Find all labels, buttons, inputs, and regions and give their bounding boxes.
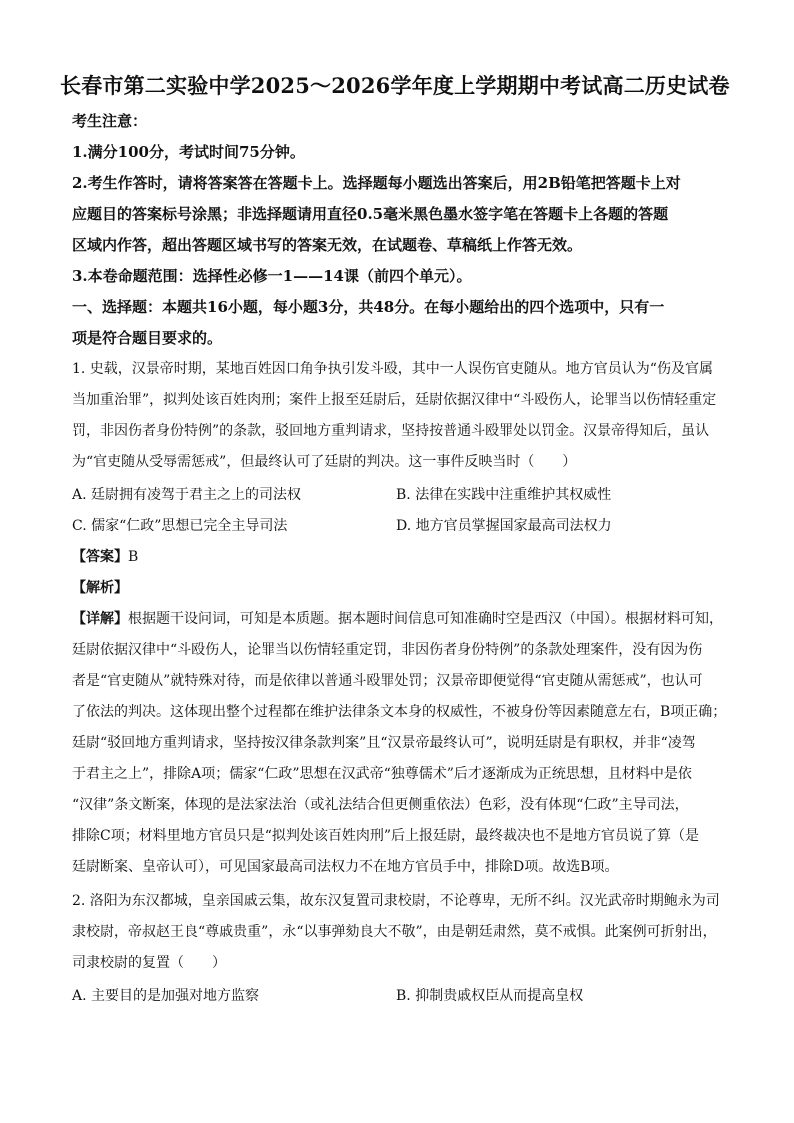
notice-item: 3.本卷命题范围：选择性必修一1——14课（前四个单元）。 [72,267,472,285]
q1-stem: 罚，非因伤者身份特例”的条款，驳回地方重判请求，坚持按普通斗殴罪处以罚金。汉景帝得知后，虽认 [72,423,710,439]
q2-option-b: B. 抑制贵戚权臣从而提高皇权 [396,988,584,1004]
answer-label: 【答案】 [72,549,128,565]
q2-stem: 2. 洛阳为东汉都城，皇亲国戚云集，故东汉复置司隶校尉，不论尊卑，无所不纠。汉光武帝时期鲍永为司 [72,893,720,909]
q1-detail: 了依法的判决。这体现出整个过程都在维护法律条文本身的权威性，不被身份等因素随意左右，B项正确； [72,704,727,720]
q1-option-b: B. 法律在实践中注重维护其权威性 [396,487,612,503]
q2-stem: 隶校尉，帝叔赵王良“尊戚贵重”，永“以事弹劾良大不敬”，由是朝廷肃然，莫不戒惧。此案例可折射出， [72,924,717,940]
q1-stem: 当加重治罪”，拟判处该百姓肉刑；案件上报至廷尉后，廷尉依据汉律中“斗殴伤人，论罪当以伤情轻重定 [72,392,717,408]
q1-detail: 廷尉断案、皇帝认可），可见国家最高司法权力不在地方官员手中，排除D项。故选B项。 [72,859,619,875]
answer-value: B [128,549,139,565]
section-heading-cont: 项是符合题目要求的。 [72,329,223,347]
detail-label: 【详解】 [72,611,128,627]
section-heading: 一、选择题：本题共16小题，每小题3分，共48分。在每小题给出的四个选项中，只有一 [72,298,665,316]
q1-answer [72,546,138,566]
q1-detail: 者是“官吏随从”就特殊对待，而是依律以普通斗殴罪处罚；汉景帝即便觉得“官吏随从需惩戒”，也认可 [72,673,703,689]
detail-text: 根据题干设问词，可知是本质题。据本题时间信息可知准确时空是西汉（中国）。根据材料可知， [128,611,723,627]
q1-detail: 廷尉依据汉律中“斗殴伤人，论罪当以伤情轻重定罚，非因伤者身份特例”的条款处理案件，没有因为伤 [72,642,703,658]
analysis-label: 【解析】 [72,580,128,596]
q1-detail: 廷尉“驳回地方重判请求，坚持按汉律条款判案”且“汉景帝最终认可”，说明廷尉是有职权，并非“凌驾 [72,735,696,751]
notice-item: 区域内作答，超出答题区域书写的答案无效，在试题卷、草稿纸上作答无效。 [72,236,583,254]
q2-option-a: A. 主要目的是加强对地方监察 [72,988,260,1004]
q1-detail: 于君主之上”，排除A项；儒家“仁政”思想在汉武帝“独尊儒术”后才逐渐成为正统思想，且材料中是依 [72,766,692,782]
q1-detail [72,608,732,628]
q1-option-d: D. 地方官员掌握国家最高司法权力 [396,518,612,534]
notice-item: 1.满分100分，考试时间75分钟。 [72,143,305,161]
q1-analysis-label [72,577,128,597]
notice-item: 2.考生作答时，请将答案答在答题卡上。选择题每小题选出答案后，用2B铅笔把答题卡上对 [72,174,681,192]
q1-option-c: C. 儒家“仁政”思想已完全主导司法 [72,518,288,534]
notice-item: 应题目的答案标号涂黑；非选择题请用直径0.5毫米黑色墨水签字笔在答题卡上各题的答题 [72,205,669,223]
page-title: 长春市第二实验中学2025～2026学年度上学期期中考试高二历史试卷 [60,73,730,98]
q1-stem: 为“官吏随从受辱需惩戒”，但最终认可了廷尉的判决。这一事件反映当时（ ） [72,454,577,470]
q1-stem: 1. 史载，汉景帝时期，某地百姓因口角争执引发斗殴，其中一人误伤官吏随从。地方官员认为“伤及官属 [72,361,713,377]
q2-stem: 司隶校尉的复置（ ） [72,955,226,971]
q1-detail: 排除C项；材料里地方官员只是“拟判处该百姓肉刑”后上报廷尉，最终裁决也不是地方官员说了算（是 [72,828,700,844]
notice-heading: 考生注意： [72,112,148,130]
q1-detail: “汉律”条文断案，体现的是法家法治（或礼法结合但更侧重依法）色彩，没有体现“仁政”主导司法， [72,797,689,813]
q1-option-a: A. 廷尉拥有凌驾于君主之上的司法权 [72,487,302,503]
